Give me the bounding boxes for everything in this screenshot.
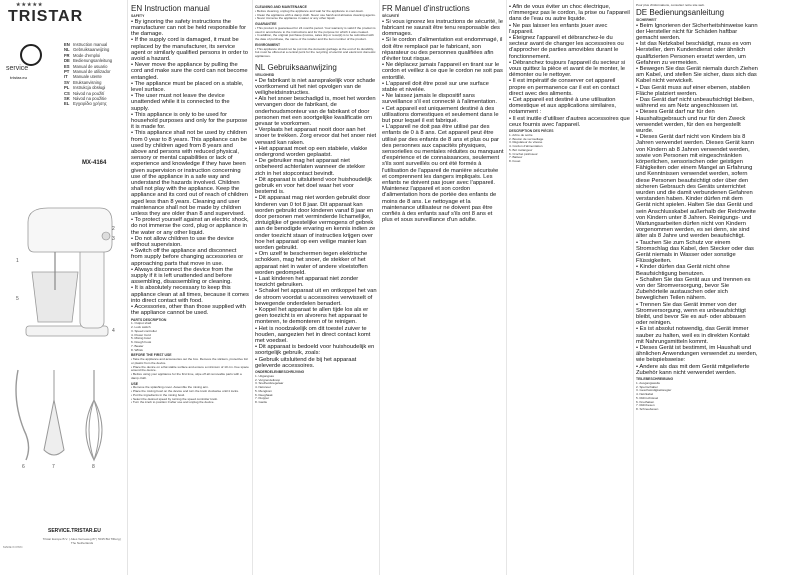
nl-part: 1. Uitgangsas <box>255 373 274 378</box>
fr-safety-line: • Éteignez l'appareil et débranchez-le du secteur avant de changer les accessoires ou d'approcher de parties amovibles durant le fonctionnement. <box>509 35 631 60</box>
cover-panel <box>0 0 128 575</box>
fr-title: FR Manuel d'instructions <box>382 4 470 13</box>
en-safety-line: • If the supply cord is damaged, it must be replaced by the manufacturer, its service agent or similarly qualified persons in order to avoid a hazard. <box>131 37 249 62</box>
de-column <box>636 4 758 574</box>
svg-text:1: 1 <box>16 258 19 264</box>
en-part: 6. Dough hook <box>131 340 152 344</box>
nl-safety-line: • De fabrikant is niet aansprakelijk voor schade voortkomend uit het niet opvolgen van de veiligheidsinstructies. <box>255 78 377 97</box>
nl-part: 6. Deeghaak <box>255 392 273 397</box>
en-cleaning-line: • Never immerse the appliance in water or any other liquid. <box>255 17 377 21</box>
column-divider <box>252 0 253 575</box>
svg-text:5: 5 <box>16 296 19 302</box>
en-safety-line: • By ignoring the safety instructions the manufacturer can not be held responsible for the damage. <box>131 19 249 38</box>
brand-name: TRISTAR <box>8 8 84 25</box>
fr-part: 5. Bol mélangeur <box>509 147 533 152</box>
column-divider <box>379 0 380 575</box>
language-list <box>64 42 126 107</box>
de-part: 6. Knethaken <box>636 399 655 404</box>
column-divider <box>506 0 507 575</box>
fr-part: 7. Batteur <box>509 155 523 160</box>
de-safety-line: • Dieses Gerät darf nicht von Kindern bis 8 Jahren verwendet werden. Dieses Gerät kann von Kindern ab 8 Jahren verwendet werden, sowie von Personen mit eingeschränkten körperlichen, sensorischen oder geistigen Fähigkeiten oder einem Mangel an Erfahrung und Kenntnissen verwendet werden, sofern diese Personen beaufsichtigt oder über den sicheren Gebrauch des Geräts unterrichtet wurden und die damit verbundenen Gefahren verstanden haben. Kinder dürfen mit dem Gerät nicht spielen. Halten Sie das Gerät und sein Anschlusskabel außerhalb der Reichweite von Kindern unter 8 Jahren. Reinigungs- und Wartungsarbeiten dürfen nicht von Kindern vorgenommen werden, es sei denn, sie sind älter als 8 Jahre und werden beaufsichtigt. <box>636 134 758 239</box>
fr-parts-heading: DESCRIPTION DES PIÈCES <box>509 129 554 134</box>
nl-part: 4. Netsnoer <box>255 385 271 390</box>
de-safety-line: • Schalten Sie das Gerät aus und trennen es von der Stromversorgung, bevor Sie Zubehörteile austauschen oder sich beweglichen Teilen nähern. <box>636 277 758 302</box>
fr-part: 1. Arbre de sortie <box>509 132 533 137</box>
en-safety-line: • The appliance must be placed on a stable, level surface. <box>131 81 249 93</box>
brand-logo <box>8 2 84 26</box>
svg-text:7: 7 <box>52 464 55 470</box>
fr-safety-line: • Si le cordon d'alimentation est endommagé, il doit être remplacé par le fabricant, son réparateur ou des personnes qualifiées afin d'éviter tout risque. <box>382 37 504 62</box>
en-safety-line: • Never move the appliance by pulling the cord and make sure the cord can not become entangled. <box>131 62 249 81</box>
fr-safety-line: • Ne pas laisser les enfants jouer avec l'appareil. <box>509 23 631 35</box>
en-safety-line: • It is absolutely necessary to keep this appliance clean at all times, because it comes into direct contact with food. <box>131 285 249 304</box>
de-part: 4. Netzkabel <box>636 392 654 397</box>
nl-safety-line: • Laat kinderen het apparaat niet zonder toezicht gebruiken. <box>255 276 377 288</box>
fr-safety-heading: SÉCURITÉ <box>382 14 400 18</box>
de-part: 2. Sperrschalter <box>636 384 658 389</box>
nl-safety-line: • Dit apparaat mag niet worden gebruikt door kinderen van 0 tot 8 jaar. Dit apparaat kan worden gebruikt door kinderen vanaf 8 jaar en door personen met verminderde lichamelijke, zintuiglijke of geestelijke vermogens of gebrek aan de benodigde ervaring en kennis indien ze onder toezicht staan of instructies krijgen over hoe het apparaat op een veilige manier kan worden gebruikt. <box>255 195 377 251</box>
de-safety-line: • Das Gerät muss auf einer ebenen, stabilen Fläche platziert werden. <box>636 85 758 97</box>
fr-safety-line: • Débranchez toujours l'appareil du secteur si vous quittez la pièce et avant de le monter, le démonter ou le nettoyer. <box>509 60 631 79</box>
en-before-heading: BEFORE THE FIRST USE <box>131 353 172 358</box>
service-label: service <box>6 65 29 72</box>
nl-safety-line: • Dit apparaat is bedoeld voor huishoudelijk en soortgelijk gebruik, zoals: <box>255 344 377 356</box>
de-safety-line: • Es ist absolut notwendig, das Gerät immer sauber zu halten, weil es in direkten Kontakt mit Nahrungsmitteln kommt. <box>636 326 758 345</box>
fr-part: 8. Fouet <box>509 159 521 164</box>
fr-safety-line: • Cet appareil est uniquement destiné à des utilisations domestiques et seulement dans le but pour lequel il est fabriqué. <box>382 106 504 125</box>
service-website: SERVICE.TRISTAR.EU <box>48 528 101 534</box>
en-parts-heading: PARTS DESCRIPTION <box>131 317 167 322</box>
en-use-line: • Remove the splashing cover. Assemble the mixing arm. <box>131 386 249 390</box>
en-safety-line: • Switch off the appliance and disconnect from supply before changing accessories or approaching parts that move in use. <box>131 248 249 267</box>
de-safety-line: • Kinder dürfen das Gerät nicht ohne Beaufsichtigung benutzen. <box>636 264 758 276</box>
language-item: PT Manual de utilizador <box>64 69 111 75</box>
de-safety-line: • Tauchen Sie zum Schutz vor einem Stromschlag das Kabel, den Stecker oder das Gerät niemals in Wasser oder sonstige Flüssigkeiten. <box>636 240 758 265</box>
fr-part: 6. Crochet pétrisseur <box>509 151 538 156</box>
en-use-line: • Put the ingredients in the mixing bowl. <box>131 394 249 398</box>
nl-safety-line: • Als het snoer beschadigd is, moet het worden vervangen door de fabrikant, de onderhoudsmonteur van de fabrikant of door personen met een soortgelijke kwalificatie om gevaar te voorkomen. <box>255 96 377 127</box>
en-safety-line: • This appliance shall not be used by children from 0 year to 8 years. This appliance can be used by children aged from 8 years and above and persons with reduced physical, sensory or mental capabilities or lack of experience and knowledge if they have been given supervision or instruction concerning use of the appliance in a safe way and understand the hazards involved. Children shall not play with the appliance. Keep the appliance and its cord out of reach of children aged less than 8 years. Cleaning and user maintenance shall not be made by children unless they are older than 8 and supervised. <box>131 130 249 217</box>
en-part: 4. Power Cord <box>131 332 151 337</box>
en-part: 3. Speed controller <box>131 328 157 333</box>
en-part: 1. Output shaft <box>131 321 152 326</box>
nl-safety-line: • Het is noodzakelijk om dit toestel zuiver te houden, aangezien het in direct contact komt met voedsel. <box>255 326 377 345</box>
language-item: PL Instrukcja obsługi <box>64 85 106 91</box>
nl-safety-line: • Het apparaat moet op een stabiele, vlakke ondergrond worden geplaatst. <box>255 146 377 158</box>
nl-safety-line: • Om uzelf te beschermen tegen elektrische schokken, mag het snoer, de stekker of het apparaat niet in water of andere vloeistoffen worden gedompeld. <box>255 251 377 276</box>
de-safety-line: • Bewegen Sie das Gerät niemals durch Ziehen am Kabel, und stellen Sie sicher, dass sich das Kabel nicht verwickelt. <box>636 66 758 85</box>
svg-text:6: 6 <box>22 464 25 470</box>
nl-safety-line: • Verplaats het apparaat nooit door aan het snoer te trekken. Zorg ervoor dat het snoer niet verward kan raken. <box>255 127 377 146</box>
fr-safety-line: • Cet appareil est destiné à une utilisation domestique et aux applications similaires, notamment : <box>509 97 631 116</box>
en-guarantee-heading: GUARANTEE <box>255 22 277 26</box>
en-environment-line: • This appliance should not be put into the domestic garbage at the end of its durability, but must be offered at a central point for the recycling of electric and electronic domestic appliances. <box>255 48 377 59</box>
en-column <box>131 4 249 574</box>
fr-closing-note: Pour plus d'informations, consultez notre site web. <box>636 4 705 7</box>
nl-part: 7. Klopper <box>255 396 270 401</box>
fr-safety-line: • Afin de vous éviter un choc électrique, n'immergez pas le cordon, la prise ou l'appareil dans de l'eau ou autre liquide. <box>509 4 631 23</box>
language-item: EL Εγχειρίδιο χρήσης <box>64 101 107 107</box>
language-item: DE Bedienungsanleitung <box>64 58 113 64</box>
nl-part: 8. Garde <box>255 400 268 405</box>
de-safety-line: • Dieses Gerät darf nur für den Haushaltsgebrauch und nur für den Zweck verwendet werden, für den es hergestellt wurde. <box>636 109 758 134</box>
nl-part: 5. Mengkom <box>255 388 273 393</box>
de-safety-line: • Andere als das mit dem Gerät mitgelieferte Zubehör kann nicht verwendet werden. <box>636 364 758 376</box>
en-safety-line: • Accessories, other than those supplied with the appliance cannot be used. <box>131 304 249 316</box>
de-part: 5. Rührschüssel <box>636 395 659 400</box>
fr-safety-line: • Si vous ignorez les instructions de sécurité, le fabricant ne saurait être tenu responsable des dommages. <box>382 19 504 38</box>
stand-mixer-illustration <box>8 200 122 350</box>
nl-part: 2. Vergrendelknop <box>255 377 281 382</box>
fr-safety-line: • Il est impératif de conserver cet appareil propre en permanence car il est en contact direct avec des aliments. <box>509 78 631 97</box>
svg-text:3: 3 <box>112 236 115 242</box>
language-item: ES Manual de usuario <box>64 63 108 69</box>
en-use-line: • Turn the knob to position 0 after use and unplug the device. <box>131 401 249 405</box>
en-use-line: • Place the mixing bowl on the device and turn the knob clockwise until it locks. <box>131 390 249 394</box>
service-badge <box>6 44 54 78</box>
en-before-line: • Before using your appliance for the first time, wipe off all removable parts with a damp cloth. <box>131 373 249 381</box>
language-item: NL Gebruiksaanwijzing <box>64 47 110 53</box>
nl-safety-heading: VEILIGHEID <box>255 72 275 77</box>
en-guarantee-line: • This product is guaranteed for 24 months period. Your warranty is valid if the product is used in accordance to the instructions and for the purpose for which it was created. <box>255 27 377 35</box>
fr-part: 4. Cordon d'alimentation <box>509 144 543 149</box>
accessories-illustration <box>6 360 122 470</box>
de-safety-line: • Ist das Netzkabel beschädigt, muss es vom Hersteller, dem Kundendienst oder ähnlich qualifizierten Personen ersetzt werden, um Gefahren zu vermeiden. <box>636 41 758 66</box>
en-environment-heading: ENVIRONMENT <box>255 42 281 47</box>
en-safety-line: • This appliance is only to be used for household purposes and only for the purpose it is made for. <box>131 112 249 131</box>
nl-title: NL Gebruiksaanwijzing <box>255 62 337 72</box>
en-cleaning-heading: CLEANING AND MAINTENANCE <box>255 5 307 9</box>
fr-part: 2. Bouton de verrouillage <box>509 136 544 141</box>
language-item: CS Návod na použití <box>64 90 105 96</box>
en-safety-line: • Always disconnect the device from the supply if it is left unattended and before assembling, disassembling or cleaning. <box>131 267 249 286</box>
en-part: 5. Mixing bowl <box>131 336 151 341</box>
fr-safety-line: • Ne laissez jamais le dispositif sans surveillance s'il est connecté à l'alimentation. <box>382 93 504 105</box>
en-title: EN Instruction manual <box>131 4 210 13</box>
language-item: SK Návod na použitie <box>64 96 107 102</box>
fr-safety-line: • Il est inutile d'utiliser d'autres accessoires que ceux fournis avec l'appareil. <box>509 116 631 128</box>
en-use-line: • Select the desired speed by turning the speed controller knob. <box>131 398 249 402</box>
de-safety-line: • Beim Ignorieren der Sicherheitshinweise kann der Hersteller nicht für Schäden haftbar gemacht werden. <box>636 23 758 42</box>
en-safety-line: • The user must not leave the device unattended while it is connected to the supply. <box>131 93 249 112</box>
language-item: IT Manuale utente <box>64 74 102 80</box>
en-use-heading: USE <box>131 381 138 386</box>
svg-text:4: 4 <box>112 328 115 334</box>
en-before-line: • Place the device on a flat stable surface and ensure a minimum of 10 cm. free space around the device. <box>131 366 249 374</box>
nl-part: 3. Snelheidsregelaar <box>255 381 284 386</box>
language-item: SV Bruksanvisning <box>64 79 102 85</box>
fr-continued-column <box>509 4 631 574</box>
service-icon <box>20 44 42 66</box>
de-part: 3. Geschwindigkeitsregler <box>636 388 672 393</box>
nl-parts-heading: ONDERDELENBESCHRIJVING <box>255 370 305 375</box>
de-parts-heading: TEILEBESCHREIBUNG <box>636 377 674 382</box>
nl-safety-line: • Gebruik uitsluitend de bij het apparaat geleverde accessoires. <box>255 357 377 369</box>
en-guarantee-line: • In addition, the original purchase (invoice, sales slip or receipt) is to be submitted with the date of purchase, the name of the retailer and the item number of the product. <box>255 34 377 42</box>
en-before-line: • Take the appliance and accessories out the box. Remove the stickers, protective foil or plastic from the device. <box>131 358 249 366</box>
de-title: DE Bedienungsanleitung <box>636 7 725 17</box>
de-part: 7. Rührbesen <box>636 403 655 408</box>
de-safety-line: • Trennen Sie das Gerät immer von der Stromversorgung, wenn es unbeaufsichtigt bleibt, und bevor Sie es auf- oder abbauen oder reinigen. <box>636 302 758 327</box>
language-item: EN Instruction manual <box>64 42 108 47</box>
en-safety-heading: SAFETY <box>131 14 145 18</box>
de-safety-line: • Das Gerät darf nicht unbeaufsichtigt bleiben, während es am Netz angeschlossen ist. <box>636 97 758 109</box>
en-cleaning-line: • Clean the appliance with a damp cloth. Never use harsh and abrasive cleaning agents. <box>255 14 377 18</box>
de-part: 1. Ausgangswelle <box>636 380 661 385</box>
nl-safety-line: • Koppel het apparaat te allen tijde los als er geen toezicht is en alvorens het apparaat te monteren, te demonteren of te reinigen. <box>255 307 377 326</box>
column-divider <box>633 0 634 575</box>
logo-stars: ★★★★★ <box>16 2 44 8</box>
en-part: 2. Lock switch <box>131 325 151 329</box>
nl-safety-line: • Dit apparaat is uitsluitend voor huishoudelijk gebruik en voor het doel waar het voor bestemd is. <box>255 177 377 196</box>
service-sub: tristar.eu <box>10 75 27 80</box>
en-safety-line: • To protect yourself against an electric shock, do not immerse the cord, plug or appliance in the water or any other liquid. <box>131 217 249 236</box>
company-address: Tristar Europe B.V. | Jules Verneweg 87 | 5015 BH Tilburg | The Netherlands <box>42 537 122 545</box>
en-safety-line: • Do not allow children to use the device without supervision. <box>131 236 249 248</box>
fr-safety-line: • L'appareil doit être posé sur une surface stable et nivelée. <box>382 81 504 93</box>
en-part: 8. Whisk <box>131 347 143 352</box>
nl-safety-line: • Schakel het apparaat uit en ontkoppel het van de stroom voordat u accessoires verwisselt of bewegende onderdelen benadert. <box>255 288 377 307</box>
svg-text:2: 2 <box>112 226 115 232</box>
fr-safety-line: • L'appareil ne doit pas être utilisé par des enfants de 0 à 8 ans. Cet appareil peut être utilisé par des enfants de 8 ans et plus ou par des personnes aux capacités physiques, sensorielles ou mentales réduites ou manquant d'expérience et de connaissances, seulement s'ils sont surveillés ou ont été formés à l'utilisation de l'appareil de manière sécurisée et comprennent les dangers impliqués. Les enfants ne doivent pas jouer avec l'appareil. Maintenez l'appareil et son cordon d'alimentation hors de portée des enfants de moins de 8 ans. Le nettoyage et la maintenance utilisateur ne doivent pas être confiés à des enfants sauf s'ils ont 8 ans et plus et sous surveillance d'un adulte. <box>382 124 504 223</box>
en-cleaning-line: • Before cleaning, unplug the appliance and wait for the appliance to cool down. <box>255 10 377 14</box>
nl-safety-line: • De gebruiker mag het apparaat niet onbeheerd achterlaten wanneer de stekker zich in het stopcontact bevindt. <box>255 158 377 177</box>
svg-text:8: 8 <box>92 464 95 470</box>
de-part: 8. Schneebesen <box>636 407 659 412</box>
en-part: 7. Beater <box>131 343 144 348</box>
de-safety-heading: SICHERHEIT <box>636 17 657 22</box>
fr-safety-line: • Ne déplacez jamais l'appareil en tirant sur le cordon et veillez à ce que le cordon ne soit pas entortillé. <box>382 62 504 81</box>
fr-part: 3. Régulateur de vitesse <box>509 140 543 145</box>
en-nl-column <box>255 4 377 574</box>
model-number: MX-4164 <box>82 160 107 166</box>
language-item: FR Mode d'emploi <box>64 52 101 58</box>
fr-column <box>382 4 504 574</box>
de-safety-line: • Dieses Gerät ist bestimmt, im Haushalt und ähnlichen Anwendungen verwendet zu werden, wie beispielsweise: <box>636 345 758 364</box>
made-in-label: MADE IN PRC <box>3 545 23 549</box>
